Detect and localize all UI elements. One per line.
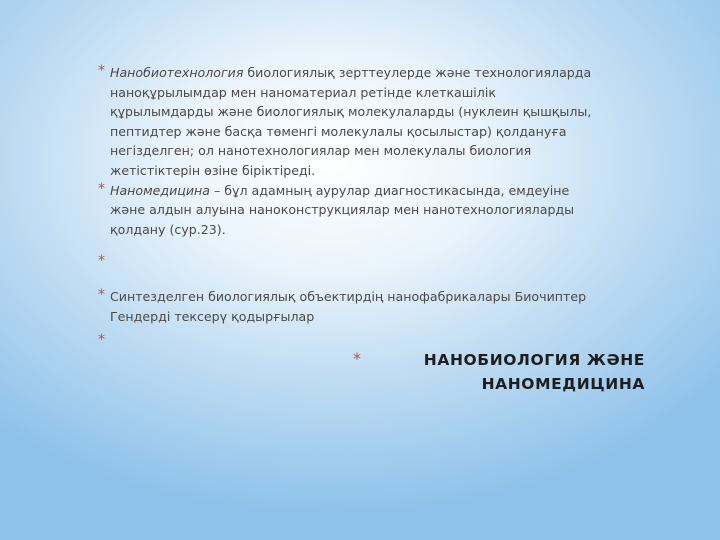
bullet-item-nanofactories <box>98 287 598 326</box>
bullet-star-icon: * <box>98 253 105 270</box>
bullet-item-nanomedicine <box>98 181 598 240</box>
spacer <box>98 273 598 287</box>
bullet-item-nanobiotechnology <box>98 63 598 181</box>
term-nanomedicine: Наномедицина <box>110 182 210 198</box>
bullet-star-icon: * <box>98 63 105 79</box>
title-star-icon: * <box>353 349 361 368</box>
slide-title-block <box>353 348 645 396</box>
bullet-item-empty-1 <box>98 253 598 273</box>
slide-body <box>98 63 598 352</box>
bullet-star-icon: * <box>98 286 105 303</box>
slide-title: НАНОБИОЛОГИЯ ЖӘНЕ НАНОМЕДИЦИНА <box>423 351 645 393</box>
definition-nanobiotechnology: биологиялық зерттеулерде және технологияларда наноқұрылымдар мен наноматериал ретінде клеткашілік құрылымдарды және биологиялық молекулаларды (нуклеин қышқылы, пептидтер және басқа төменгі молекулалы қосылыстар) қолдануға негізделген; ол нанотехнологиялар мен молекулалы биология жетістіктерін өзіне біріктіреді. <box>110 65 592 178</box>
bullet-text-nanofactories: Синтезделген биологиялық объектирдің нанофабрикалары Биочиптер Гендерді тексерү қодырғылар <box>110 288 587 324</box>
bullet-star-icon: * <box>98 332 105 349</box>
definition-nanomedicine: – бұл адамның аурулар диагностикасында, емдеуіне және алдын алуына наноконструкциялар мен нанотехнологияларды қолдану (сур.23). <box>110 182 575 237</box>
term-nanobiotechnology: Нанобиотехнология <box>110 65 244 80</box>
bullet-star-icon: * <box>98 180 105 197</box>
spacer <box>98 239 598 253</box>
